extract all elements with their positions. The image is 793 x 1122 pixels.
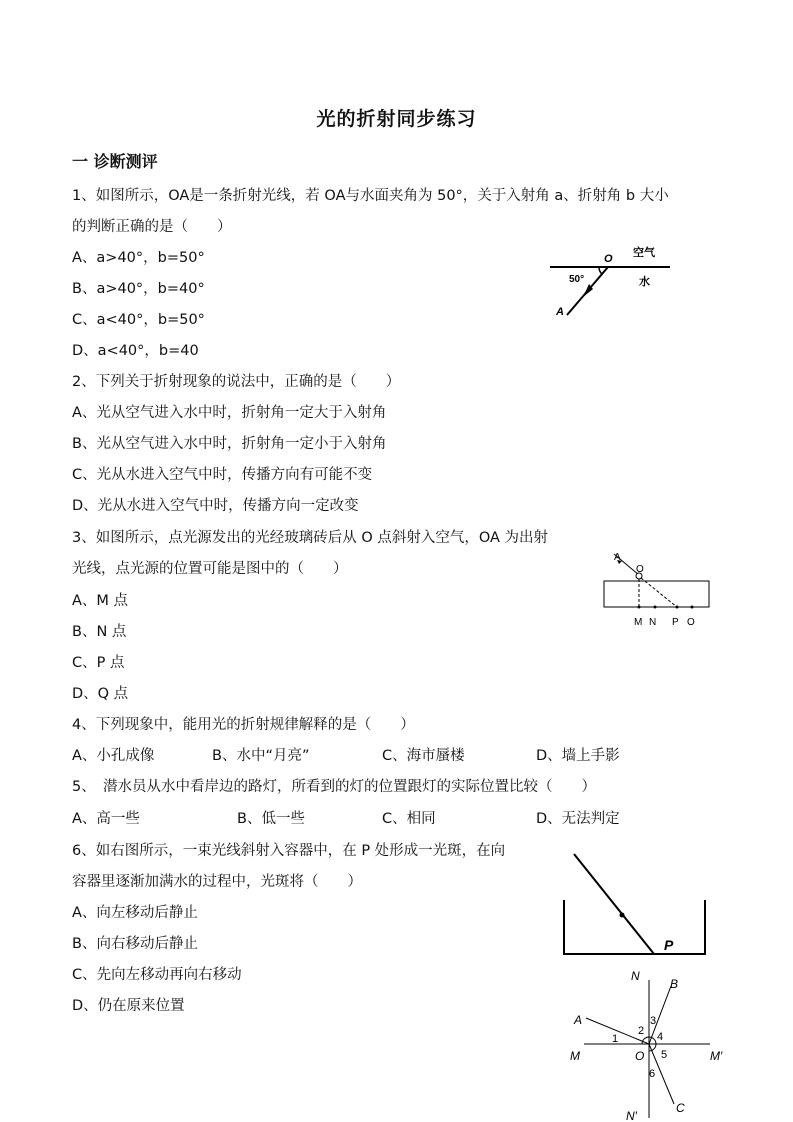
point-q [691, 606, 694, 609]
q1-label-o: O [604, 253, 613, 265]
q5-option-b: B、低一些 [237, 811, 305, 827]
q5-options-row [72, 809, 620, 829]
q3-label-q: O [687, 617, 695, 628]
q5-option-d: D、无法判定 [536, 811, 620, 827]
q6-option-c: C、先向左移动再向右移动 [72, 967, 242, 983]
incident-dashed [641, 578, 677, 607]
q3-option-b: B、N 点 [72, 624, 127, 640]
q5-option-c: C、相同 [382, 811, 436, 827]
q1-stem-line1: 1、如图所示，OA是一条折射光线，若 OA与水面夹角为 50°，关于入射角 a、折射角 b 大小 [72, 188, 669, 204]
beam-dot [620, 913, 625, 918]
angle-label-3: 3 [650, 1015, 657, 1027]
q6-option-a: A、向左移动后静止 [72, 905, 198, 921]
q3-stem-line1: 3、如图所示，点光源发出的光经玻璃砖后从 O 点斜射入空气，OA 为出射 [72, 530, 549, 546]
angle-label-4: 4 [657, 1031, 664, 1043]
q6-stem-line2: 容器里逐渐加满水的过程中，光斑将（ ） [72, 874, 362, 890]
q5-option-a: A、高一些 [72, 811, 140, 827]
q4-option-a: A、小孔成像 [72, 748, 155, 764]
q3-figure [598, 548, 718, 632]
q4-option-d: D、墙上手影 [536, 748, 620, 764]
q1-option-b: B、a>40°，b=40° [72, 281, 205, 297]
fig4-label-a: A [574, 1013, 583, 1027]
angles-figure [560, 962, 740, 1122]
q4-option-c: C、海市蜃楼 [382, 748, 465, 764]
q6-option-d: D、仍在原来位置 [72, 998, 185, 1014]
angle-label-5: 5 [661, 1049, 668, 1061]
angle-arc [599, 267, 602, 274]
q3-label-p: P [672, 617, 679, 628]
q2-stem: 2、下列关于折射现象的说法中，正确的是（ ） [72, 374, 401, 390]
q1-label-air: 空气 [633, 247, 655, 259]
q6-stem-line1: 6、如右图所示，一束光线斜射入容器中，在 P 处形成一光斑，在向 [72, 843, 506, 859]
q3-label-n: N [649, 617, 657, 628]
glass-brick [604, 581, 709, 607]
q1-label-a: A [556, 306, 564, 318]
q4-option-b: B、水中“月亮” [212, 748, 310, 764]
section-heading: 一 诊断测评 [72, 152, 158, 171]
fig4-label-b: B [670, 977, 679, 991]
fig4-label-c: C [676, 1101, 685, 1115]
q4-stem: 4、下列现象中，能用光的折射规律解释的是（ ） [72, 717, 415, 733]
q4-options-row [72, 746, 620, 766]
q3-label-a: A [614, 552, 621, 563]
page-title: 光的折射同步练习 [316, 108, 477, 130]
q3-option-c: C、P 点 [72, 655, 125, 671]
q1-option-c: C、a<40°，b=50° [72, 312, 205, 328]
q6-option-b: B、向右移动后静止 [72, 936, 198, 952]
light-beam [574, 854, 654, 954]
angle-label-1: 1 [612, 1033, 619, 1045]
q5-stem: 5、 潜水员从水中看岸边的路灯，所看到的灯的位置跟灯的实际位置比较（ ） [72, 779, 596, 795]
q3-label-m: M [634, 617, 643, 628]
container-outline [564, 900, 705, 954]
q3-option-d: D、Q 点 [72, 686, 129, 702]
fig4-label-m-prime: M′ [710, 1049, 723, 1063]
q3-option-a: A、M 点 [72, 593, 129, 609]
q1-option-a: A、a>40°，b=50° [72, 250, 205, 266]
q2-option-c: C、光从水进入空气中时，传播方向有可能不变 [72, 467, 373, 483]
point-p [676, 606, 679, 609]
q6-figure [558, 848, 718, 960]
fig4-label-o: O [635, 1049, 645, 1063]
q1-label-water: 水 [639, 276, 650, 288]
q3-stem-line2: 光线，点光源的位置可能是图中的（ ） [72, 561, 348, 577]
fig4-label-m: M [570, 1049, 580, 1063]
q1-figure [545, 240, 675, 322]
q1-stem-line2: 的判断正确的是（ ） [72, 219, 232, 235]
q2-option-d: D、光从水进入空气中时，传播方向一定改变 [72, 498, 359, 514]
q1-option-d: D、a<40°，b=40 [72, 343, 199, 359]
q6-label-p: P [664, 937, 674, 953]
q1-label-angle: 50° [569, 274, 585, 285]
fig4-label-n: N [631, 969, 640, 983]
q2-option-a: A、光从空气进入水中时，折射角一定大于入射角 [72, 405, 387, 421]
point-n [654, 606, 657, 609]
fig4-label-n-prime: N′ [626, 1109, 637, 1122]
angle-label-2: 2 [638, 1025, 645, 1037]
q3-label-o: O [636, 564, 644, 575]
q2-option-b: B、光从空气进入水中时，折射角一定小于入射角 [72, 436, 387, 452]
point-m [638, 606, 641, 609]
angle-label-6: 6 [649, 1068, 656, 1080]
